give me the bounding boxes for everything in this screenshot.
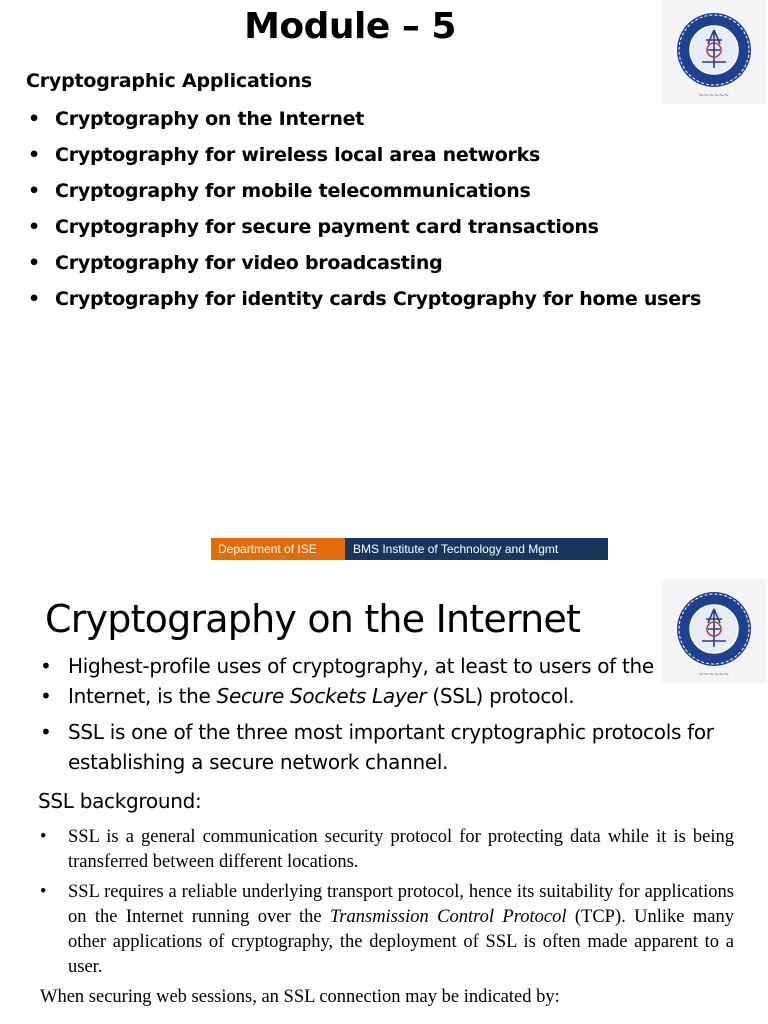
list-item-text: Cryptography on the Internet	[55, 108, 365, 130]
list-item-text: Cryptography for identity cards Cryptography for home users	[55, 288, 702, 310]
applications-list	[28, 102, 701, 318]
bullet-icon: •	[40, 654, 52, 678]
list-item-text: Cryptography for wireless local area networks	[55, 144, 541, 166]
closing-paragraph: When securing web sessions, an SSL connection may be indicated by:	[40, 987, 560, 1007]
bullet-icon: •	[28, 288, 40, 310]
bullet-icon: •	[28, 216, 40, 238]
list-item	[28, 246, 701, 282]
slide-title: Module – 5	[244, 6, 456, 47]
list-item	[40, 880, 734, 980]
list-item-text: Cryptography for secure payment card transactions	[55, 216, 599, 238]
bullet-icon: •	[28, 252, 40, 274]
list-item	[28, 210, 701, 246]
list-item-text: Cryptography for mobile telecommunications	[55, 180, 531, 202]
footer-department: Department of ISE	[211, 538, 345, 560]
bullet-icon: •	[40, 827, 47, 847]
list-item-text: Internet, is the	[68, 684, 217, 708]
intro-bullets	[40, 651, 768, 777]
list-item	[28, 102, 701, 138]
emphasis-text: Secure Sockets Layer	[216, 684, 427, 708]
bullet-icon: •	[28, 180, 40, 202]
emphasis-text: Transmission Control Protocol	[330, 907, 567, 927]
bullet-icon: •	[28, 108, 40, 130]
footer-institute: BMS Institute of Technology and Mgmt	[345, 538, 608, 560]
section-heading: Cryptographic Applications	[26, 70, 313, 92]
list-item-text: SSL requires a reliable underlying transport protocol, hence its suitability for applications on the Internet running over the	[68, 882, 734, 927]
list-item-text: (SSL) protocol.	[426, 684, 575, 708]
svg-text:~~~~~~: ~~~~~~	[698, 671, 730, 678]
bullet-icon: •	[40, 882, 47, 902]
institute-seal-icon	[662, 0, 766, 104]
list-item	[28, 138, 701, 174]
list-item-text: SSL is one of the three most important cryptographic protocols for establishing a secure network channel.	[68, 720, 714, 774]
list-item-text: Cryptography for video broadcasting	[55, 252, 443, 274]
list-item-text: Highest-profile uses of cryptography, at least to users of the	[68, 654, 654, 678]
list-item	[40, 717, 768, 777]
list-item	[40, 825, 734, 875]
bullet-icon: •	[40, 684, 52, 708]
bullet-icon: •	[28, 144, 40, 166]
list-item-text: SSL is a general communication security protocol for protecting data while it is being transferred between different locations.	[68, 827, 734, 872]
subsection-heading: SSL background:	[38, 789, 202, 813]
slide-crypto-internet	[0, 575, 768, 1024]
list-item	[40, 681, 768, 711]
bullet-icon: •	[40, 720, 52, 744]
ssl-details-list	[40, 825, 734, 985]
list-item-text: (TCP). Unlike many other applications of cryptography, the deployment of SSL is often made apparent to a user.	[68, 907, 734, 977]
list-item	[40, 651, 768, 681]
slide-footer	[211, 538, 608, 560]
svg-text:~~~~~~: ~~~~~~	[698, 92, 730, 99]
slide-title: Cryptography on the Internet	[45, 597, 581, 641]
list-item	[28, 282, 701, 318]
list-item	[28, 174, 701, 210]
